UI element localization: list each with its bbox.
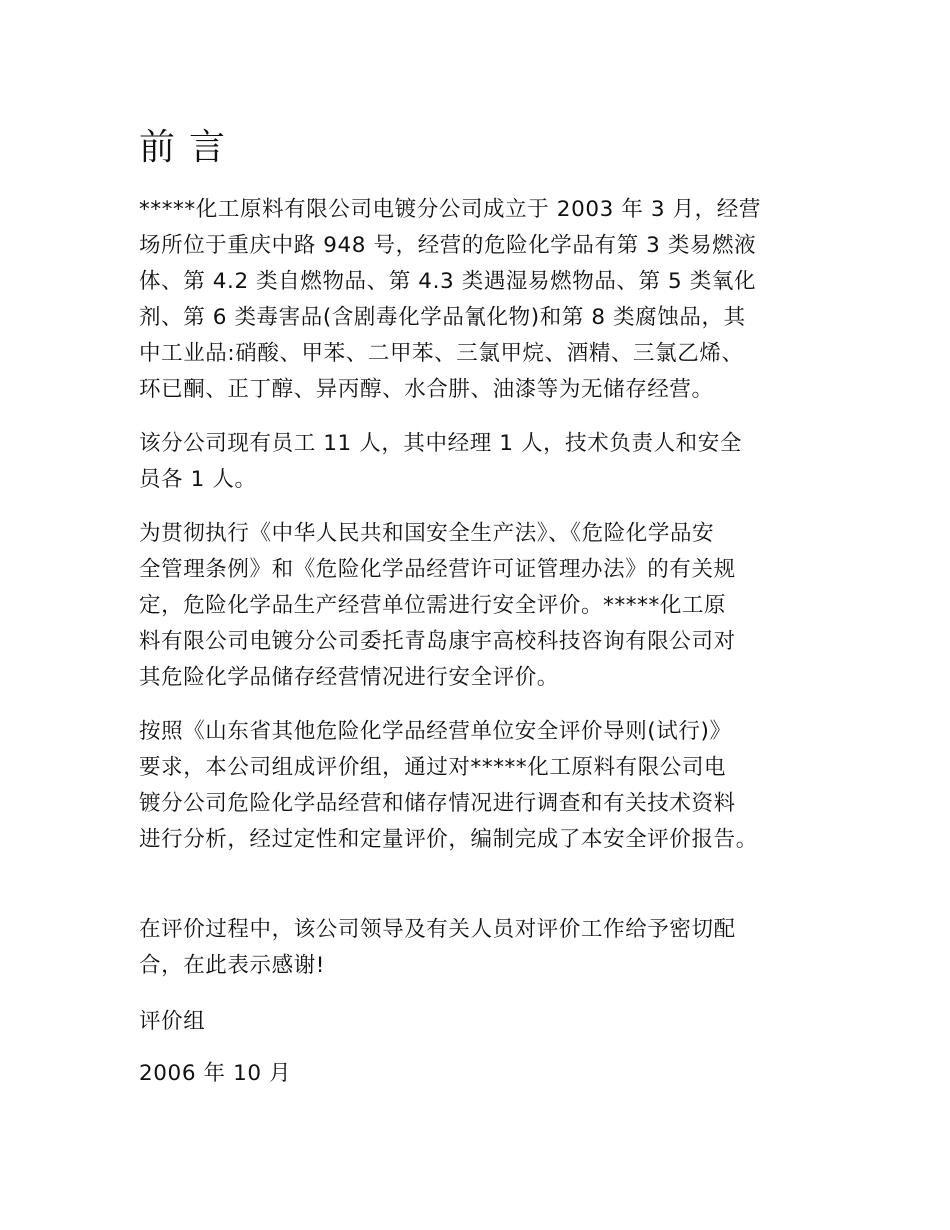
paragraph-line: 镀分公司危险化学品经营和储存情况进行调查和有关技术资料 xyxy=(139,791,736,816)
paragraph-line: 环已酮、正丁醇、异丙醇、水合肼、油漆等为无储存经营。 xyxy=(139,377,714,402)
paragraph-line: 为贯彻执行《中华人民共和国安全生产法》、《危险化学品安 xyxy=(139,521,715,546)
paragraph-line: 合，在此表示感谢! xyxy=(139,953,326,978)
document-date: 2006 年 10 月 xyxy=(139,1061,292,1086)
paragraph-line: 要求，本公司组成评价组，通过对*****化工原料有限公司电 xyxy=(139,755,727,780)
paragraph-line: 其危险化学品储存经营情况进行安全评价。 xyxy=(139,665,559,690)
paragraph-line: 该分公司现有员工 11 人，其中经理 1 人，技术负责人和安全 xyxy=(139,431,742,456)
signature: 评价组 xyxy=(139,1009,206,1034)
paragraph-line: 按照《山东省其他危险化学品经营单位安全评价导则(试行)》 xyxy=(139,719,732,744)
paragraph-acknowledgement xyxy=(139,912,829,984)
paragraph-line: 场所位于重庆中路 948 号，经营的危险化学品有第 3 类易燃液 xyxy=(139,233,757,258)
paragraph-regulations xyxy=(139,516,829,696)
paragraph-line: *****化工原料有限公司电镀分公司成立于 2003 年 3 月，经营 xyxy=(139,197,761,222)
paragraph-line: 定，危险化学品生产经营单位需进行安全评价。*****化工原 xyxy=(139,593,727,618)
paragraph-line: 剂、第 6 类毒害品(含剧毒化学品氰化物)和第 8 类腐蚀品，其 xyxy=(139,305,746,330)
paragraph-line: 体、第 4.2 类自燃物品、第 4.3 类遇湿易燃物品、第 5 类氧化 xyxy=(139,269,757,294)
paragraph-company-intro xyxy=(139,192,829,408)
paragraph-staff xyxy=(139,426,829,498)
paragraph-line: 料有限公司电镀分公司委托青岛康宇高校科技咨询有限公司对 xyxy=(139,629,736,654)
paragraph-line: 中工业品:硝酸、甲苯、二甲苯、三氯甲烷、酒精、三氯乙烯、 xyxy=(139,341,744,366)
paragraph-line: 员各 1 人。 xyxy=(139,467,257,492)
paragraph-line: 全管理条例》和《危险化学品经营许可证管理办法》的有关规 xyxy=(139,557,736,582)
paragraph-line: 在评价过程中，该公司领导及有关人员对评价工作给予密切配 xyxy=(139,917,736,942)
page-title: 前言 xyxy=(139,127,240,168)
paragraph-evaluation-process xyxy=(139,714,829,858)
paragraph-line: 进行分析，经过定性和定量评价，编制完成了本安全评价报告。 xyxy=(139,827,758,852)
